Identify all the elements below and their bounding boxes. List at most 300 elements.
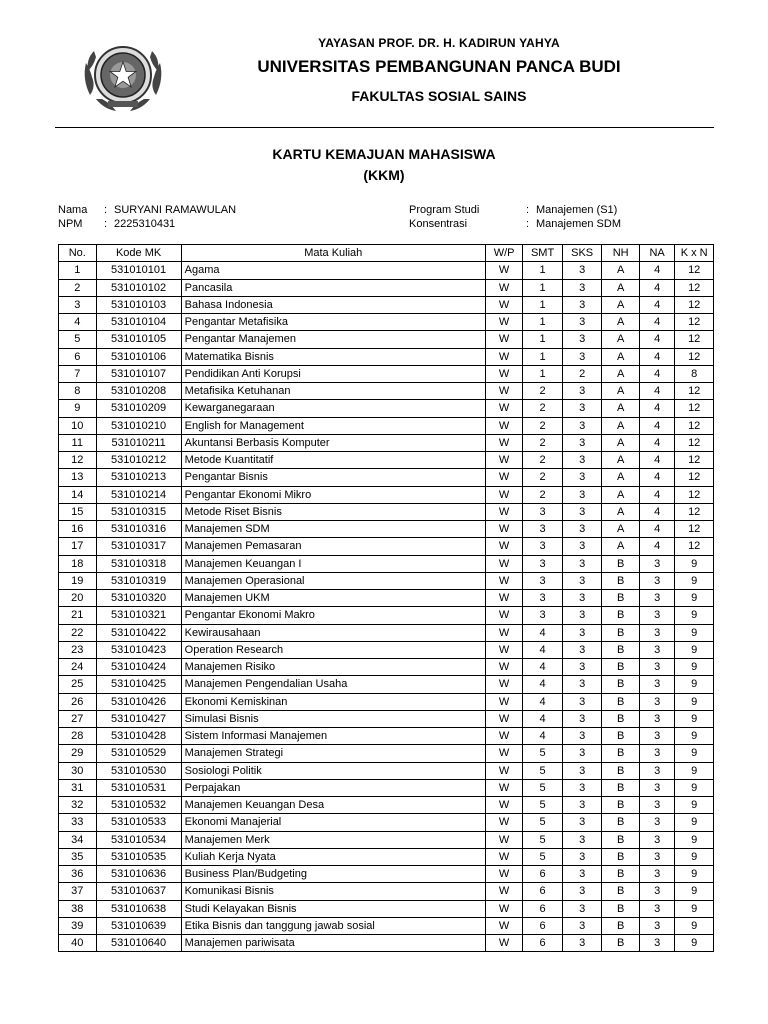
cell-na: 3 [639,935,674,952]
cell-smt: 6 [523,935,563,952]
cell-nh: B [602,555,640,572]
cell-smt: 4 [523,641,563,658]
cell-wp: W [485,262,523,279]
table-row [59,900,714,917]
cell-kxn: 12 [675,348,714,365]
table-row [59,400,714,417]
cell-smt: 4 [523,676,563,693]
cell-no: 4 [59,314,97,331]
cell-sks: 3 [562,814,602,831]
cell-mata-kuliah: Metode Riset Bisnis [181,503,485,520]
cell-na: 4 [639,486,674,503]
cell-kxn: 12 [675,262,714,279]
cell-sks: 3 [562,503,602,520]
cell-na: 4 [639,365,674,382]
cell-kxn: 9 [675,572,714,589]
table-row [59,659,714,676]
header-mata-kuliah: Mata Kuliah [181,245,485,262]
cell-nh: A [602,503,640,520]
cell-smt: 4 [523,659,563,676]
table-row [59,728,714,745]
table-row [59,676,714,693]
cell-mata-kuliah: Manajemen pariwisata [181,935,485,952]
table-row [59,693,714,710]
cell-wp: W [485,710,523,727]
cell-sks: 3 [562,521,602,538]
cell-na: 3 [639,762,674,779]
cell-mata-kuliah: Kewarganegaraan [181,400,485,417]
cell-no: 31 [59,779,97,796]
cell-sks: 3 [562,797,602,814]
foundation-name: YAYASAN PROF. DR. H. KADIRUN YAHYA [318,36,560,50]
cell-no: 20 [59,590,97,607]
cell-na: 4 [639,538,674,555]
cell-sks: 3 [562,883,602,900]
npm-label: NPM [58,218,83,230]
table-row [59,624,714,641]
cell-smt: 6 [523,900,563,917]
npm-colon: : [104,218,108,230]
cell-na: 3 [639,745,674,762]
header-wp: W/P [485,245,523,262]
cell-nh: B [602,779,640,796]
cell-na: 3 [639,659,674,676]
cell-sks: 3 [562,383,602,400]
cell-nh: A [602,348,640,365]
cell-smt: 5 [523,745,563,762]
cell-mata-kuliah: Studi Kelayakan Bisnis [181,900,485,917]
cell-nh: B [602,676,640,693]
cell-nh: A [602,538,640,555]
cell-mata-kuliah: Manajemen Keuangan Desa [181,797,485,814]
cell-smt: 2 [523,452,563,469]
cell-no: 6 [59,348,97,365]
cell-kode-mk: 531010530 [96,762,181,779]
table-row [59,452,714,469]
cell-kode-mk: 531010534 [96,831,181,848]
cell-na: 3 [639,555,674,572]
cell-sks: 3 [562,659,602,676]
cell-kode-mk: 531010321 [96,607,181,624]
cell-kode-mk: 531010532 [96,797,181,814]
cell-smt: 3 [523,590,563,607]
cell-na: 4 [639,417,674,434]
cell-sks: 3 [562,607,602,624]
cell-mata-kuliah: Akuntansi Berbasis Komputer [181,434,485,451]
header-na: NA [639,245,674,262]
table-row [59,762,714,779]
cell-no: 36 [59,866,97,883]
cell-nh: A [602,365,640,382]
cell-kxn: 8 [675,365,714,382]
cell-wp: W [485,469,523,486]
university-name: UNIVERSITAS PEMBANGUNAN PANCA BUDI [257,57,621,76]
cell-smt: 5 [523,762,563,779]
cell-nh: A [602,452,640,469]
header-smt: SMT [523,245,563,262]
cell-kxn: 12 [675,503,714,520]
cell-na: 4 [639,262,674,279]
cell-kode-mk: 531010210 [96,417,181,434]
cell-mata-kuliah: Ekonomi Manajerial [181,814,485,831]
cell-wp: W [485,607,523,624]
table-row [59,814,714,831]
cell-na: 3 [639,624,674,641]
cell-mata-kuliah: Metafisika Ketuhanan [181,383,485,400]
cell-nh: B [602,624,640,641]
cell-no: 11 [59,434,97,451]
cell-kxn: 12 [675,469,714,486]
cell-kode-mk: 531010427 [96,710,181,727]
cell-kxn: 12 [675,417,714,434]
cell-mata-kuliah: Manajemen Risiko [181,659,485,676]
cell-mata-kuliah: Sistem Informasi Manajemen [181,728,485,745]
cell-smt: 5 [523,779,563,796]
cell-kode-mk: 531010533 [96,814,181,831]
cell-nh: B [602,641,640,658]
cell-nh: B [602,659,640,676]
cell-mata-kuliah: Operation Research [181,641,485,658]
cell-mata-kuliah: Ekonomi Kemiskinan [181,693,485,710]
cell-kode-mk: 531010639 [96,917,181,934]
table-row [59,831,714,848]
cell-smt: 1 [523,348,563,365]
cell-kode-mk: 531010636 [96,866,181,883]
cell-na: 3 [639,572,674,589]
cell-kxn: 9 [675,624,714,641]
program-label: Program Studi [409,204,480,216]
cell-na: 3 [639,848,674,865]
cell-sks: 3 [562,728,602,745]
cell-smt: 1 [523,296,563,313]
cell-kode-mk: 531010423 [96,641,181,658]
konsentrasi-label: Konsentrasi [409,218,468,230]
cell-kode-mk: 531010104 [96,314,181,331]
cell-sks: 3 [562,831,602,848]
cell-kxn: 9 [675,814,714,831]
cell-smt: 3 [523,572,563,589]
cell-no: 10 [59,417,97,434]
header-divider [55,127,714,128]
cell-sks: 3 [562,779,602,796]
cell-smt: 1 [523,262,563,279]
cell-sks: 3 [562,434,602,451]
cell-smt: 3 [523,521,563,538]
cell-nh: A [602,383,640,400]
table-row [59,383,714,400]
cell-no: 1 [59,262,97,279]
cell-wp: W [485,434,523,451]
cell-na: 3 [639,676,674,693]
cell-na: 4 [639,452,674,469]
cell-nh: A [602,331,640,348]
cell-kxn: 9 [675,555,714,572]
cell-na: 3 [639,641,674,658]
cell-na: 4 [639,331,674,348]
cell-na: 3 [639,883,674,900]
cell-sks: 3 [562,866,602,883]
program-colon: : [526,204,530,216]
cell-kode-mk: 531010101 [96,262,181,279]
name-label: Nama [58,204,88,216]
table-header-row [59,245,714,262]
header-kode-mk: Kode MK [96,245,181,262]
cell-nh: B [602,831,640,848]
cell-kxn: 9 [675,728,714,745]
cell-kxn: 9 [675,883,714,900]
cell-no: 23 [59,641,97,658]
cell-sks: 3 [562,555,602,572]
cell-mata-kuliah: Manajemen Pengendalian Usaha [181,676,485,693]
student-info-left [58,203,236,231]
cell-no: 8 [59,383,97,400]
cell-nh: B [602,572,640,589]
cell-sks: 3 [562,917,602,934]
table-row [59,797,714,814]
header-sks: SKS [562,245,602,262]
cell-kxn: 12 [675,486,714,503]
cell-mata-kuliah: Pendidikan Anti Korupsi [181,365,485,382]
cell-wp: W [485,348,523,365]
program-value: Manajemen (S1) [536,204,618,216]
cell-sks: 3 [562,296,602,313]
cell-wp: W [485,745,523,762]
cell-sks: 3 [562,590,602,607]
cell-sks: 3 [562,469,602,486]
cell-mata-kuliah: Pengantar Manajemen [181,331,485,348]
cell-smt: 3 [523,607,563,624]
cell-mata-kuliah: Metode Kuantitatif [181,452,485,469]
cell-kode-mk: 531010424 [96,659,181,676]
cell-sks: 3 [562,417,602,434]
cell-na: 4 [639,314,674,331]
cell-kxn: 9 [675,797,714,814]
cell-smt: 2 [523,400,563,417]
cell-smt: 3 [523,538,563,555]
cell-smt: 3 [523,503,563,520]
cell-smt: 5 [523,831,563,848]
cell-sks: 2 [562,365,602,382]
cell-sks: 3 [562,572,602,589]
cell-mata-kuliah: Etika Bisnis dan tanggung jawab sosial [181,917,485,934]
cell-na: 3 [639,590,674,607]
table-row [59,314,714,331]
cell-wp: W [485,314,523,331]
program-row [409,203,621,217]
cell-sks: 3 [562,486,602,503]
cell-wp: W [485,452,523,469]
cell-no: 9 [59,400,97,417]
cell-na: 3 [639,900,674,917]
cell-na: 3 [639,814,674,831]
cell-sks: 3 [562,935,602,952]
cell-sks: 3 [562,331,602,348]
cell-na: 3 [639,831,674,848]
cell-kode-mk: 531010102 [96,279,181,296]
cell-na: 4 [639,503,674,520]
cell-kode-mk: 531010535 [96,848,181,865]
cell-wp: W [485,848,523,865]
cell-no: 35 [59,848,97,865]
table-row [59,866,714,883]
cell-wp: W [485,900,523,917]
cell-nh: B [602,797,640,814]
cell-nh: B [602,710,640,727]
cell-kode-mk: 531010638 [96,900,181,917]
cell-sks: 3 [562,279,602,296]
cell-na: 3 [639,728,674,745]
cell-wp: W [485,572,523,589]
cell-kxn: 9 [675,866,714,883]
cell-wp: W [485,279,523,296]
cell-sks: 3 [562,314,602,331]
cell-smt: 5 [523,848,563,865]
table-row [59,434,714,451]
cell-mata-kuliah: Bahasa Indonesia [181,296,485,313]
npm-row [58,217,236,231]
cell-na: 3 [639,797,674,814]
cell-kode-mk: 531010105 [96,331,181,348]
table-row [59,296,714,313]
table-row [59,917,714,934]
cell-wp: W [485,676,523,693]
cell-kode-mk: 531010318 [96,555,181,572]
cell-mata-kuliah: Pengantar Bisnis [181,469,485,486]
cell-no: 22 [59,624,97,641]
cell-sks: 3 [562,900,602,917]
cell-nh: B [602,745,640,762]
header-nh: NH [602,245,640,262]
cell-wp: W [485,641,523,658]
cell-sks: 3 [562,452,602,469]
cell-nh: A [602,400,640,417]
cell-no: 16 [59,521,97,538]
cell-sks: 3 [562,676,602,693]
cell-na: 3 [639,866,674,883]
cell-no: 12 [59,452,97,469]
table-row [59,572,714,589]
cell-sks: 3 [562,762,602,779]
cell-kxn: 9 [675,607,714,624]
cell-kxn: 9 [675,641,714,658]
cell-kxn: 12 [675,331,714,348]
cell-kxn: 9 [675,848,714,865]
table-row [59,538,714,555]
cell-na: 3 [639,917,674,934]
cell-mata-kuliah: Manajemen Strategi [181,745,485,762]
table-row [59,935,714,952]
cell-kode-mk: 531010209 [96,400,181,417]
konsentrasi-row [409,217,621,231]
table-row [59,348,714,365]
table-row [59,521,714,538]
cell-wp: W [485,659,523,676]
cell-na: 3 [639,693,674,710]
cell-smt: 2 [523,383,563,400]
cell-nh: A [602,296,640,313]
cell-wp: W [485,917,523,934]
cell-mata-kuliah: Manajemen UKM [181,590,485,607]
cell-smt: 2 [523,417,563,434]
cell-nh: B [602,762,640,779]
cell-kxn: 12 [675,538,714,555]
cell-na: 4 [639,383,674,400]
cell-sks: 3 [562,262,602,279]
cell-na: 4 [639,469,674,486]
cell-mata-kuliah: Kewirausahaan [181,624,485,641]
table-row [59,590,714,607]
cell-kxn: 12 [675,400,714,417]
cell-nh: B [602,728,640,745]
cell-na: 4 [639,348,674,365]
grades-table-body [59,262,714,952]
cell-kxn: 9 [675,676,714,693]
table-row [59,745,714,762]
cell-wp: W [485,728,523,745]
header-kxn: K x N [675,245,714,262]
table-row [59,779,714,796]
cell-smt: 6 [523,866,563,883]
cell-kode-mk: 531010529 [96,745,181,762]
cell-kode-mk: 531010637 [96,883,181,900]
cell-mata-kuliah: Manajemen Pemasaran [181,538,485,555]
cell-kode-mk: 531010107 [96,365,181,382]
table-row [59,641,714,658]
cell-smt: 6 [523,883,563,900]
cell-no: 40 [59,935,97,952]
grades-table [58,244,714,952]
cell-na: 4 [639,434,674,451]
cell-wp: W [485,400,523,417]
cell-no: 5 [59,331,97,348]
cell-kxn: 12 [675,434,714,451]
cell-no: 34 [59,831,97,848]
cell-kxn: 9 [675,779,714,796]
cell-wp: W [485,555,523,572]
cell-mata-kuliah: Pengantar Ekonomi Makro [181,607,485,624]
cell-sks: 3 [562,745,602,762]
cell-mata-kuliah: Sosiologi Politik [181,762,485,779]
cell-kode-mk: 531010428 [96,728,181,745]
cell-sks: 3 [562,641,602,658]
cell-sks: 3 [562,538,602,555]
cell-mata-kuliah: Perpajakan [181,779,485,796]
table-row [59,262,714,279]
cell-smt: 4 [523,728,563,745]
cell-mata-kuliah: Manajemen Merk [181,831,485,848]
cell-mata-kuliah: Matematika Bisnis [181,348,485,365]
cell-kxn: 12 [675,296,714,313]
cell-nh: B [602,590,640,607]
cell-no: 19 [59,572,97,589]
cell-smt: 2 [523,486,563,503]
name-row [58,203,236,217]
table-row [59,883,714,900]
cell-nh: B [602,848,640,865]
cell-wp: W [485,935,523,952]
cell-nh: B [602,883,640,900]
table-row [59,331,714,348]
cell-mata-kuliah: Agama [181,262,485,279]
cell-nh: B [602,693,640,710]
cell-no: 26 [59,693,97,710]
cell-wp: W [485,797,523,814]
cell-wp: W [485,883,523,900]
cell-wp: W [485,779,523,796]
cell-wp: W [485,486,523,503]
cell-sks: 3 [562,624,602,641]
cell-wp: W [485,693,523,710]
